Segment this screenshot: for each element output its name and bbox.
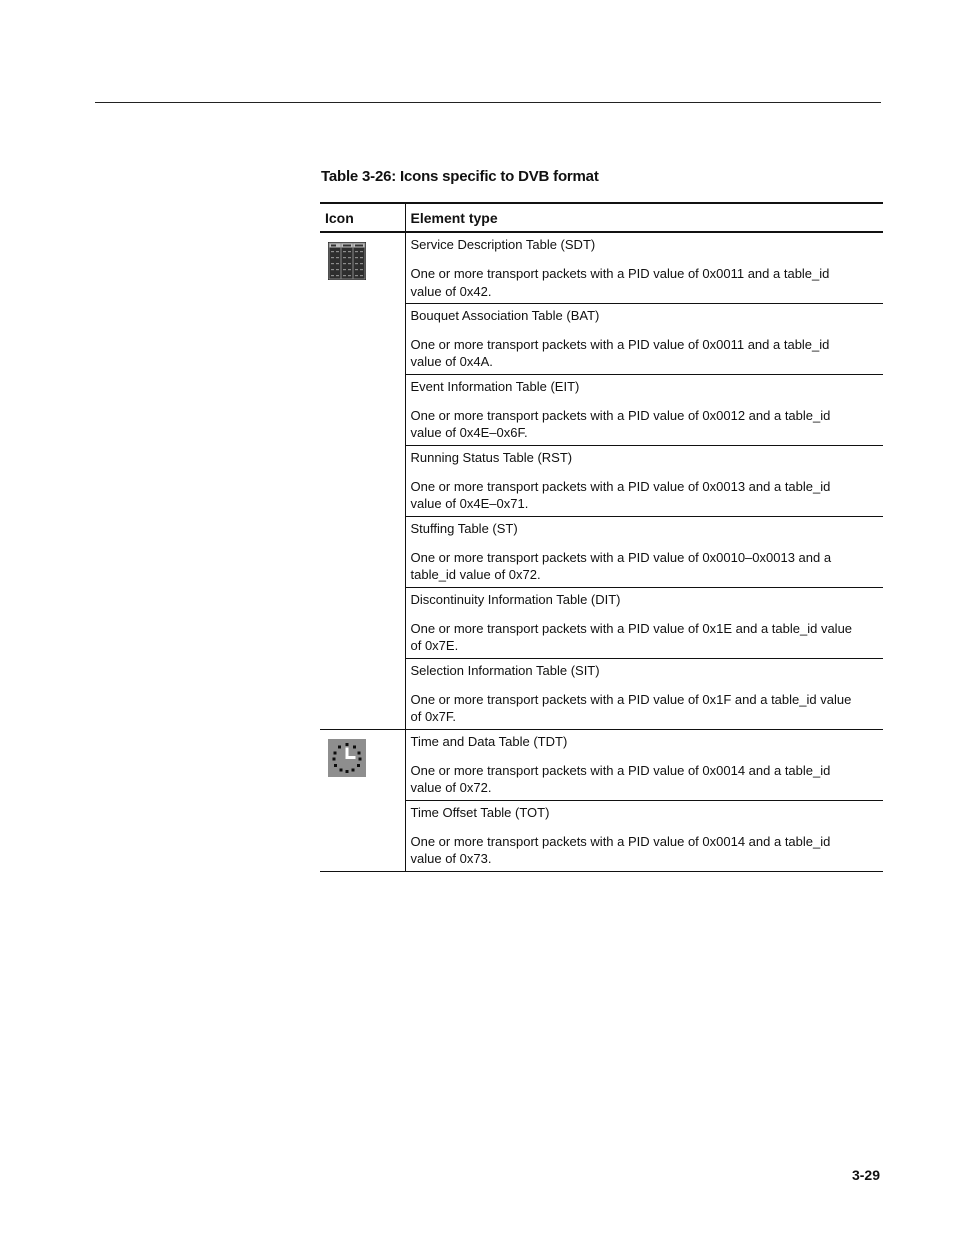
table-grid-icon (328, 242, 366, 280)
element-type-cell (405, 303, 883, 374)
table-header-row (320, 203, 883, 232)
table-row (320, 516, 883, 587)
element-title: Time and Data Table (TDT) (410, 733, 568, 749)
table-row (320, 374, 883, 445)
element-description: One or more transport packets with a PID value of 0x0012 and a table_id value of 0x4E–0x6F. (410, 407, 831, 440)
table-row (320, 658, 883, 729)
element-type-cell (405, 516, 883, 587)
element-type-cell (405, 658, 883, 729)
element-title: Stuffing Table (ST) (410, 520, 518, 536)
column-header-element-type: Element type (405, 203, 883, 232)
table-row (320, 445, 883, 516)
element-type-cell (405, 445, 883, 516)
element-title: Service Description Table (SDT) (410, 237, 596, 252)
icon-cell (320, 232, 405, 729)
table-row (320, 303, 883, 374)
dvb-icons-table (320, 202, 883, 872)
element-title: Event Information Table (EIT) (410, 378, 580, 394)
element-type-cell (405, 587, 883, 658)
header-rule (95, 102, 881, 103)
table-caption: Table 3-26: Icons specific to DVB format (321, 168, 599, 185)
clock-icon (328, 739, 366, 777)
element-title: Discontinuity Information Table (DIT) (410, 591, 621, 607)
element-type-cell (405, 374, 883, 445)
page-number: 3-29 (851, 1167, 880, 1183)
element-type-cell (405, 232, 883, 303)
table-row (320, 729, 883, 800)
element-title: Time Offset Table (TOT) (410, 804, 550, 820)
element-title: Bouquet Association Table (BAT) (410, 307, 600, 323)
column-header-icon: Icon (320, 203, 405, 232)
element-type-cell (405, 729, 883, 800)
table-row (320, 800, 883, 871)
element-description: One or more transport packets with a PID value of 0x0014 and a table_id value of 0x73. (410, 833, 831, 866)
element-description: One or more transport packets with a PID value of 0x0011 and a table_id value of 0x4A. (410, 336, 830, 369)
element-description: One or more transport packets with a PID value of 0x0010–0x0013 and a table_id value of 0x72. (410, 549, 832, 582)
element-description: One or more transport packets with a PID value of 0x0011 and a table_id value of 0x42. (410, 266, 830, 299)
table-row (320, 587, 883, 658)
table-row (320, 232, 883, 303)
element-title: Selection Information Table (SIT) (410, 662, 600, 678)
element-description: One or more transport packets with a PID value of 0x0013 and a table_id value of 0x4E–0x71. (410, 478, 831, 511)
element-description: One or more transport packets with a PID value of 0x0014 and a table_id value of 0x72. (410, 762, 831, 795)
element-description: One or more transport packets with a PID value of 0x1F and a table_id value of 0x7F. (410, 691, 852, 724)
element-description: One or more transport packets with a PID value of 0x1E and a table_id value of 0x7E. (410, 620, 853, 653)
element-type-cell (405, 800, 883, 871)
element-title: Running Status Table (RST) (410, 449, 573, 465)
icon-cell (320, 729, 405, 871)
